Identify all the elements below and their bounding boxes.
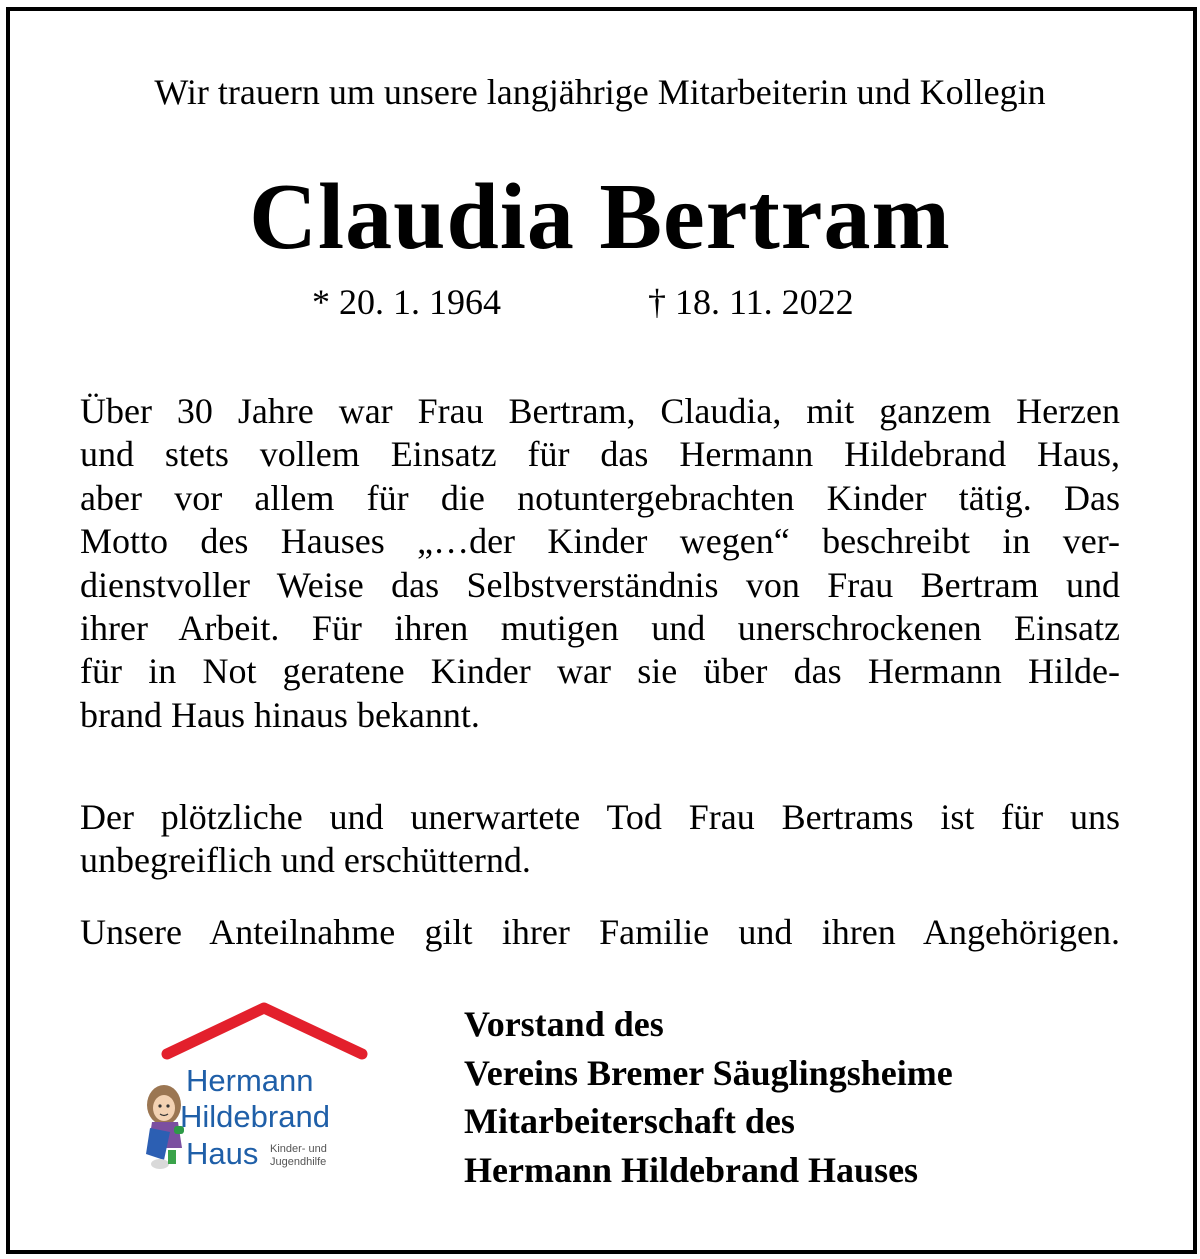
text-line: und stets vollem Einsatz für das Hermann Hildebrand Haus,	[80, 434, 1120, 475]
logo-tagline-2: Jugendhilfe	[270, 1156, 327, 1168]
logo-word-haus: Haus	[186, 1136, 259, 1171]
logo-word-hermann: Hermann	[186, 1063, 314, 1098]
logo-word-hildebrand: Hildebrand	[180, 1099, 330, 1134]
signoff-line: Vereins Bremer Säuglingsheime	[464, 1052, 953, 1093]
text-line: dienstvoller Weise das Selbstverständnis von Frau Bertram und	[80, 564, 1120, 605]
text-line: Über 30 Jahre war Frau Bertram, Claudia, mit ganzem Herzen	[80, 391, 1120, 431]
death-date: † 18. 11. 2022	[648, 282, 854, 322]
text-line: Unsere Anteilnahme gilt ihrer Familie und ihren Angehörigen.	[80, 912, 1120, 952]
tribute-paragraph	[80, 390, 1120, 737]
roof-icon	[167, 1008, 362, 1054]
text-line: für in Not geratene Kinder war sie über das Hermann Hilde-	[80, 651, 1120, 692]
signoff-line: Hermann Hildebrand Hauses	[464, 1149, 919, 1190]
deceased-name: Claudia Bertram	[249, 165, 951, 269]
birth-date: * 20. 1. 1964	[312, 282, 501, 322]
text-line: Motto des Hauses „…der Kinder wegen“ beschreibt in ver-	[80, 521, 1120, 562]
logo-tagline-1: Kinder- und	[270, 1143, 327, 1155]
logo-graphic	[140, 998, 390, 1178]
sympathy-paragraph	[80, 911, 1120, 954]
text-line: brand Haus hinaus bekannt.	[80, 694, 480, 735]
text-line: aber vor allem für die notuntergebrachten Kinder tätig. Das	[80, 477, 1120, 518]
signoff-line: Mitarbeiterschaft des	[464, 1101, 795, 1141]
signoff-line: Vorstand des	[464, 1004, 664, 1044]
child-figure-icon	[146, 1085, 184, 1169]
intro-line: Wir trauern um unsere langjährige Mitarbeiterin und Kollegin	[154, 72, 1046, 112]
text-line: Der plötzliche und unerwartete Tod Frau Bertrams ist für uns	[80, 797, 1120, 837]
condolence-paragraph	[80, 796, 1120, 883]
hermann-hildebrand-haus-logo	[140, 998, 390, 1178]
signoff-block	[464, 1000, 953, 1194]
text-line: unbegreiflich und erschütternd.	[80, 840, 531, 881]
text-line: ihrer Arbeit. Für ihren mutigen und unerschrockenen Einsatz	[80, 608, 1120, 649]
